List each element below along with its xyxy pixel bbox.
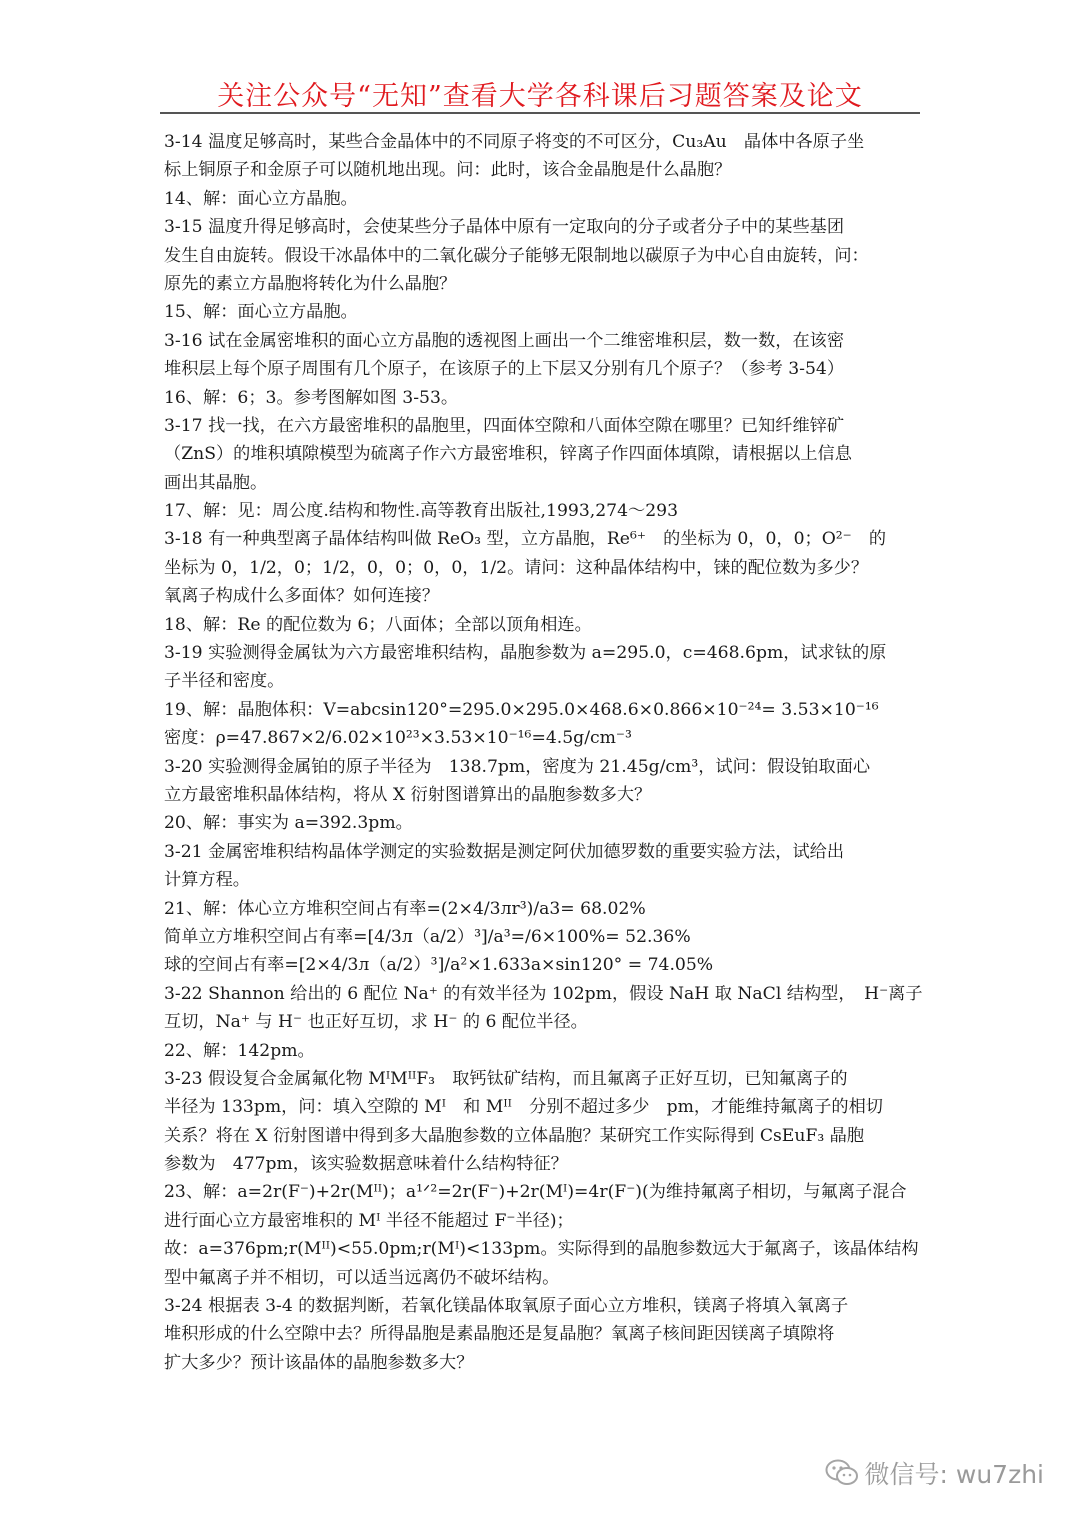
text-line: 14、解：面心立方晶胞。 xyxy=(164,188,358,209)
text-line: 氧离子构成什么多面体？如何连接？ xyxy=(164,586,440,607)
text-line: 20、解：事实为 a=392.3pm。 xyxy=(164,813,413,834)
wechat-icon xyxy=(825,1458,859,1488)
text-line: 互切，Na⁺ 与 H⁻ 也正好互切，求 H⁻ 的 6 配位半径。 xyxy=(164,1012,588,1033)
text-line: 3-19 实验测得金属钛为六方最密堆积结构，晶胞参数为 a=295.0，c=468.6pm，试求钛的原 xyxy=(164,643,887,664)
text-line: 故：a=376pm;r(Mᴵᴵ)<55.0pm;r(Mᴵ)<133pm。实际得到的晶胞参数远大于氟离子，该晶体结构 xyxy=(164,1239,919,1260)
text-line: 密度：ρ=47.867×2/6.02×10²³×3.53×10⁻¹⁶=4.5g/cm⁻³ xyxy=(164,728,632,749)
document-body xyxy=(164,128,923,1377)
page-header-title: 关注公众号“无知”查看大学各科课后习题答案及论文 xyxy=(217,81,863,112)
text-line: 18、解：Re 的配位数为 6；八面体；全部以顶角相连。 xyxy=(164,614,592,635)
text-line: 球的空间占有率=[2×4/3л（a/2）³]/a²×1.633a×sin120° = 74.05% xyxy=(164,955,714,976)
text-line: 关系？将在 X 衍射图谱中得到多大晶胞参数的立体晶胞？某研究工作实际得到 CsEuF₃ 晶胞 xyxy=(164,1125,865,1146)
text-line: 扩大多少？预计该晶体的晶胞参数多大？ xyxy=(164,1352,474,1373)
text-line: 堆积层上每个原子周围有几个原子，在该原子的上下层又分别有几个原子？（参考 3-54） xyxy=(164,359,845,380)
header-divider xyxy=(160,112,920,114)
text-line: 画出其晶胞。 xyxy=(164,472,268,493)
text-line: 22、解：142pm。 xyxy=(164,1040,315,1061)
text-line: 21、解：体心立方堆积空间占有率=(2×4/3лr³)/a3= 68.02% xyxy=(164,898,646,919)
wechat-watermark xyxy=(825,1455,1044,1491)
text-line: 子半径和密度。 xyxy=(164,671,285,692)
text-line: 立方最密堆积晶体结构，将从 X 衍射图谱算出的晶胞参数多大？ xyxy=(164,784,652,805)
text-line: 简单立方堆积空间占有率=[4/3л（a/2）³]/a³=/6×100%= 52.36% xyxy=(164,926,691,947)
text-line: 发生自由旋转。假设干冰晶体中的二氧化碳分子能够无限制地以碳原子为中心自由旋转，问： xyxy=(164,245,869,266)
text-line: 3-16 试在金属密堆积的面心立方晶胞的透视图上画出一个二维密堆积层，数一数，在该密 xyxy=(164,330,845,351)
text-line: 半径为 133pm，问：填入空隙的 Mᴵ 和 Mᴵᴵ 分别不超过多少 pm，才能维持氟离子的相切 xyxy=(164,1097,883,1118)
text-line: 型中氟离子并不相切，可以适当远离仍不破坏结构。 xyxy=(164,1267,560,1288)
text-line: 3-23 假设复合金属氟化物 MᴵMᴵᴵF₃ 取钙钛矿结构，而且氟离子正好互切，已知氟离子的 xyxy=(164,1068,848,1089)
text-line: 标上铜原子和金原子可以随机地出现。问：此时，该合金晶胞是什么晶胞？ xyxy=(164,160,732,181)
text-line: 计算方程。 xyxy=(164,870,250,891)
text-line: 15、解：面心立方晶胞。 xyxy=(164,302,358,323)
text-line: 3-20 实验测得金属铂的原子半径为 138.7pm，密度为 21.45g/cm³，试问：假设铂取面心 xyxy=(164,756,871,777)
text-line: 23、解：a=2r(F⁻)+2r(Mᴵᴵ)；a¹ᐟ²=2r(F⁻)+2r(Mᴵ)=4r(F⁻)(为维持氟离子相切，与氟离子混合 xyxy=(164,1182,907,1203)
text-line: 3-14 温度足够高时，某些合金晶体中的不同原子将变的不可区分，Cu₃Au 晶体中各原子坐 xyxy=(164,132,865,152)
watermark-text: 微信号: wu7zhi xyxy=(864,1460,1044,1489)
text-line: 3-17 找一找，在六方最密堆积的晶胞里，四面体空隙和八面体空隙在哪里？已知纤维锌矿 xyxy=(164,415,845,436)
text-line: 进行面心立方最密堆积的 Mᴵ 半径不能超过 F⁻半径)； xyxy=(164,1210,574,1231)
text-line: 3-24 根据表 3-4 的数据判断，若氧化镁晶体取氧原子面心立方堆积，镁离子将填入氧离子 xyxy=(164,1296,849,1317)
text-line: 3-22 Shannon 给出的 6 配位 Na⁺ 的有效半径为 102pm，假设 NaH 取 NaCl 结构型， H⁻离子 xyxy=(164,983,923,1004)
text-line: 16、解：6；3。参考图解如图 3-53。 xyxy=(164,387,459,408)
text-line: 19、解：晶胞体积：V=abcsin120°=295.0×295.0×468.6×0.866×10⁻²⁴= 3.53×10⁻¹⁶ xyxy=(164,699,879,720)
text-line: （ZnS）的堆积填隙模型为硫离子作六方最密堆积，锌离子作四面体填隙，请根据以上信息 xyxy=(164,444,852,465)
text-line: 堆积形成的什么空隙中去？所得晶胞是素晶胞还是复晶胞？氧离子核间距因镁离子填隙将 xyxy=(164,1324,835,1345)
text-line: 3-15 温度升得足够高时，会使某些分子晶体中原有一定取向的分子或者分子中的某些基团 xyxy=(164,217,845,238)
text-line: 参数为 477pm，该实验数据意味着什么结构特征？ xyxy=(164,1154,568,1175)
text-line: 3-21 金属密堆积结构晶体学测定的实验数据是测定阿伏加德罗数的重要实验方法，试给出 xyxy=(164,841,845,862)
text-line: 3-18 有一种典型离子晶体结构叫做 ReO₃ 型，立方晶胞，Re⁶⁺ 的坐标为 0，0，0；O²⁻ 的 xyxy=(164,529,887,550)
text-line: 原先的素立方晶胞将转化为什么晶胞？ xyxy=(164,273,457,294)
text-line: 17、解：见：周公度.结构和物性.高等教育出版社,1993,274～293 xyxy=(164,501,679,522)
text-line: 坐标为 0，1/2，0；1/2，0，0；0，0，1/2。请问：这种晶体结构中，铼的配位数为多少？ xyxy=(164,557,869,578)
